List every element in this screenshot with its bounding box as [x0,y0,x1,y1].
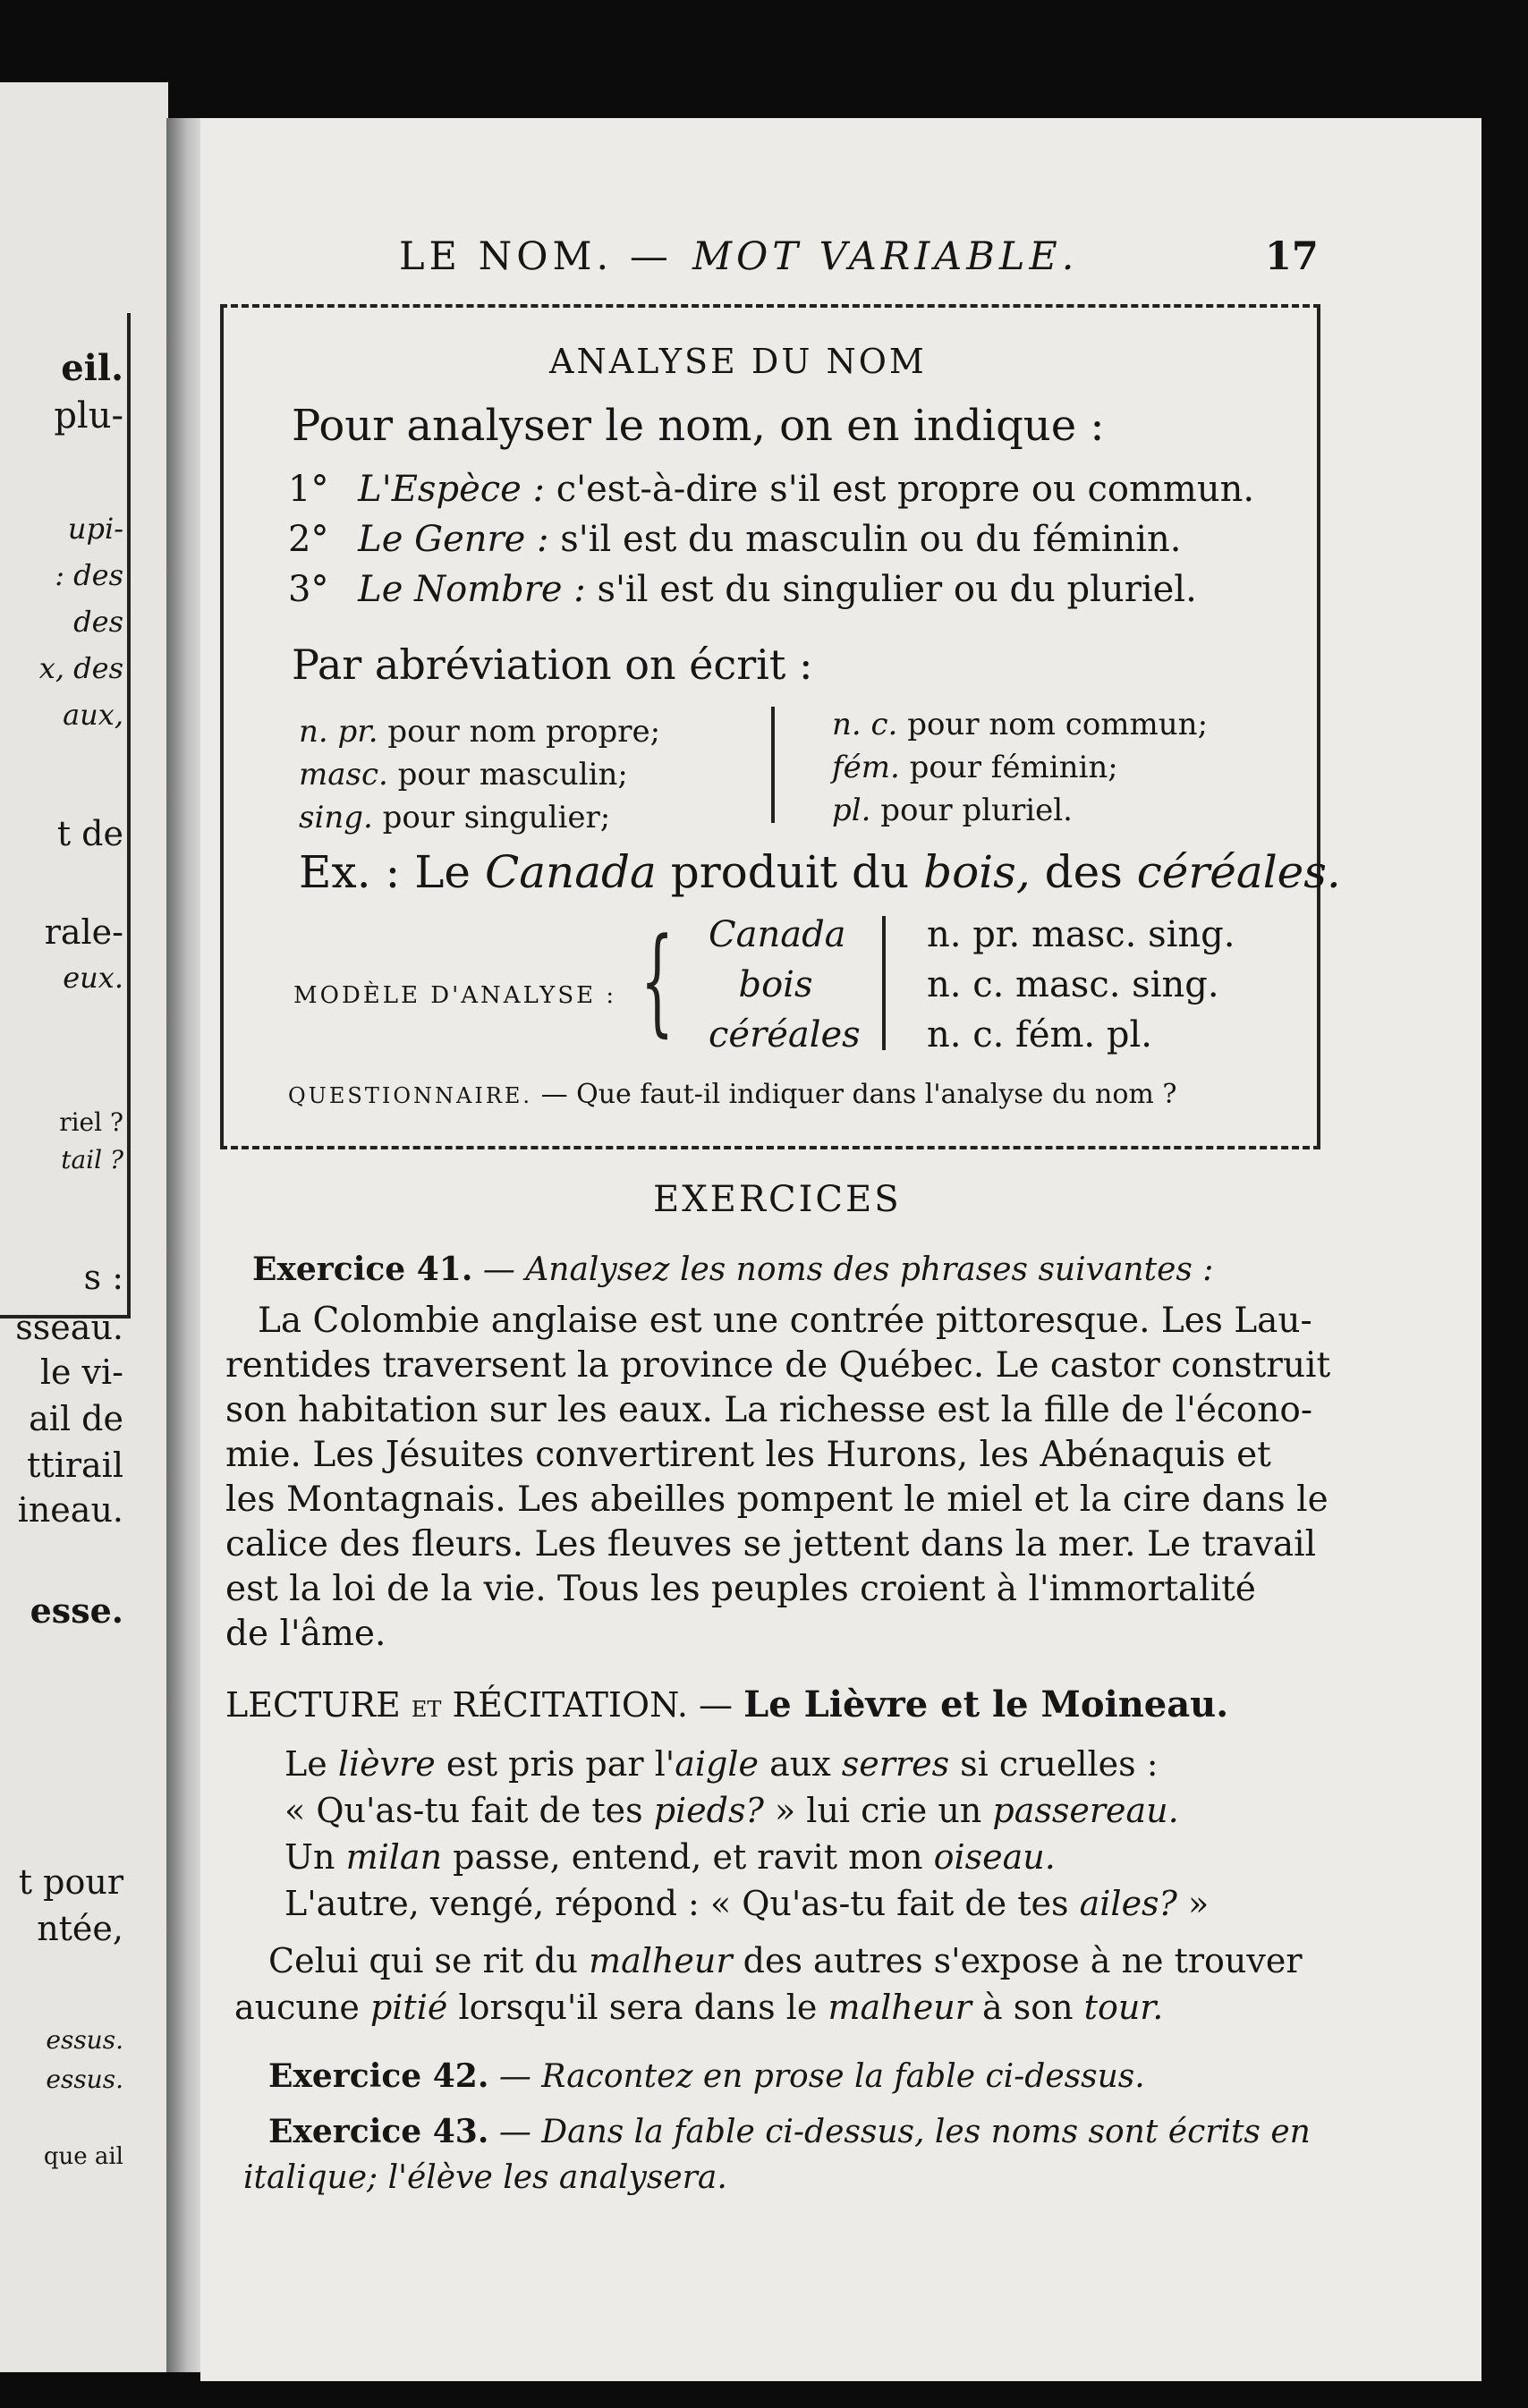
poem-part: si cruelles : [960,1744,1159,1784]
poem-part: pieds? [653,1791,764,1830]
left-fragment: tail ? [61,1145,123,1174]
abbr-left-2 [299,757,628,793]
poem-part: ailes? [1079,1884,1177,1923]
exercise-label: Exercice 42. [268,2057,489,2095]
poem-part: L'autre, vengé, répond : « Qu'as-tu fait de tes [284,1884,1069,1923]
exercise-43 [268,2113,1311,2150]
moral-part: tour. [1083,1988,1164,2027]
fable-title: Le Lièvre et le Moineau. [743,1683,1229,1725]
point-text: s'il est du singulier ou du pluriel. [597,569,1197,610]
poem-line-4 [284,1884,1209,1923]
model-analysis: n. pr. masc. sing. [927,914,1235,955]
model-brace: { [641,912,675,1048]
example-part: produit du [670,846,910,898]
questionnaire-text: — Que faut-il indiquer dans l'analyse du nom ? [540,1079,1177,1110]
header-center: MOT VARIABLE. [692,234,1079,279]
left-fragment: s : [83,1258,123,1297]
header-left: LE NOM. — [399,234,673,279]
example-part: Canada [484,846,657,898]
left-fragment: ineau. [17,1490,123,1530]
example-part: Ex. : Le [299,846,471,898]
poem-part: Un [284,1837,335,1877]
exercise-instruction: — Analysez les noms des phrases suivantes : [482,1251,1214,1288]
poem-part: » lui crie un [774,1791,982,1830]
poem-part: « Qu'as-tu fait de tes [284,1791,643,1830]
text-line: calice des fleurs. Les fleuves se jettent dans la mer. Le travail [225,1524,1317,1564]
abbr-text: pour pluriel. [880,793,1073,828]
exercise-41-heading [252,1251,1213,1288]
poem-line-3 [284,1837,1056,1877]
lecture-part: LECTURE [225,1685,401,1725]
moral-part: des autres s'expose à ne trouver [743,1941,1303,1980]
poem-part: est pris par l' [446,1744,675,1784]
moral-part: Celui qui se rit du [268,1941,578,1980]
page-header [200,234,1328,288]
poem-part: passereau. [992,1791,1179,1830]
left-fragment: essus. [46,2065,123,2094]
point-num: 3° [288,569,329,610]
exercise-41-text [225,1299,1360,1657]
abbr-text: pour nom commun; [907,707,1209,742]
model-word: Canada [709,914,846,955]
left-fragment: rale- [44,912,123,952]
page-number: 17 [1265,234,1319,279]
exercise-label: Exercice 43. [268,2113,489,2150]
point-term: L'Espèce : [358,469,545,510]
left-fragment: esse. [30,1590,123,1631]
model-word: bois [738,964,813,1005]
abbr: n. pr. [299,714,378,750]
abbr: fém. [832,750,900,785]
model-analysis: n. c. masc. sing. [927,964,1219,1005]
questionnaire-label: QUESTIONNAIRE. [288,1083,533,1108]
moral-part: pitié [369,1988,448,2027]
example-part: céréales. [1136,846,1341,898]
poem-line-2 [284,1791,1179,1830]
left-fragment: ail de [29,1399,123,1438]
lecture-part: RÉCITATION. — [452,1685,734,1725]
text-line: son habitation sur les eaux. La richesse est la fille de l'écono- [225,1390,1312,1430]
point-term: Le Nombre : [358,569,586,610]
left-fragment: sseau. [15,1308,123,1347]
left-fragment: t pour [18,1862,123,1902]
poem-part: aigle [675,1744,760,1784]
exercise-instruction: — Racontez en prose la fable ci-dessus. [498,2058,1145,2095]
example-part: des [1044,846,1123,898]
point-term: Le Genre : [358,519,549,560]
point-num: 2° [288,519,329,560]
left-fragment: ttirail [27,1446,123,1485]
text-line: est la loi de la vie. Tous les peuples croient à l'immortalité [225,1569,1256,1609]
left-fragment: plu- [54,395,123,437]
point-2 [288,519,1182,560]
model-word: céréales [709,1014,861,1056]
point-3 [288,569,1197,610]
abbr: masc. [299,757,388,793]
left-fragment: riel ? [59,1107,123,1137]
example-sentence [299,846,1341,898]
lecture-heading [225,1683,1228,1725]
moral-part: à son [981,1988,1074,2027]
text-line: La Colombie anglaise est une contrée pittoresque. Les Lau- [258,1301,1312,1341]
abbr-text: pour nom propre; [387,714,661,750]
moral-part: malheur [589,1941,733,1980]
abbr-right-1 [832,707,1208,742]
lecture-part: ET [411,1697,442,1722]
questionnaire [288,1079,1176,1110]
abbr-right-2 [832,750,1118,785]
exercise-43-continuation: italique; l'élève les analysera. [243,2159,727,2196]
poem-part: » [1188,1884,1210,1923]
abbr-divider [771,707,775,823]
abbr-left-1 [299,714,660,750]
example-part: bois, [923,846,1031,898]
left-page-fragment [0,82,168,2372]
poem-part: aux [769,1744,831,1784]
abbr: n. c. [832,707,898,742]
model-analysis: n. c. fém. pl. [927,1014,1152,1056]
moral-part: malheur [828,1988,972,2027]
point-text: s'il est du masculin ou du féminin. [560,519,1182,560]
exercise-42 [268,2057,1145,2095]
poem-part: passe, entend, et ravit mon [453,1837,923,1877]
left-fragment: le vi- [39,1352,123,1392]
poem-part: milan [345,1837,443,1877]
left-fragment: des [73,605,123,639]
abbr-right-3 [832,793,1073,828]
left-fragment: que ail [43,2143,123,2170]
abbr-left-3 [299,800,610,835]
poem-part: serres [841,1744,950,1784]
exercise-label: Exercice 41. [252,1251,473,1288]
moral-line-2 [234,1988,1163,2027]
left-fragment: x, des [38,651,123,685]
point-1 [288,469,1254,510]
abbr-title: Par abréviation on écrit : [292,640,813,689]
book-gutter [166,118,200,2372]
point-text: c'est-à-dire s'il est propre ou commun. [556,469,1255,510]
model-label: MODÈLE D'ANALYSE : [293,982,617,1009]
left-fragment: t de [56,814,123,853]
exercise-instruction: — Dans la fable ci-dessus, les noms sont écrits en [498,2114,1311,2150]
abbr: sing. [299,800,373,835]
moral-part: aucune [234,1988,360,2027]
moral-part: lorsqu'il sera dans le [458,1988,818,2027]
left-fragment: eil. [61,347,123,389]
point-num: 1° [288,469,329,510]
poem-line-1 [284,1744,1159,1784]
text-line: les Montagnais. Les abeilles pompent le miel et la cire dans le [225,1480,1329,1520]
left-fragment: eux. [63,961,123,995]
left-fragment: ntée, [37,1909,123,1948]
poem-part: oiseau. [933,1837,1056,1877]
text-line: rentides traversent la province de Québec. Le castor construit [225,1345,1331,1386]
left-fragment: aux, [63,698,123,732]
left-fragment: upi- [67,512,123,546]
abbr-text: pour singulier; [382,800,611,835]
model-divider [882,916,886,1050]
exercices-title: EXERCICES [653,1179,902,1220]
left-fragment: essus. [46,2025,123,2055]
abbr: pl. [832,793,871,828]
text-line: mie. Les Jésuites convertirent les Hurons, les Abénaquis et [225,1435,1271,1475]
box-intro: Pour analyser le nom, on en indique : [292,401,1105,451]
abbr-text: pour masculin; [397,757,628,793]
poem-part: lièvre [337,1744,436,1784]
text-line: de l'âme. [225,1614,386,1654]
box-title: ANALYSE DU NOM [549,342,927,381]
abbr-text: pour féminin; [909,750,1118,785]
left-fragment: : des [55,558,123,592]
moral-line-1 [268,1941,1303,1980]
poem-part: Le [284,1744,327,1784]
